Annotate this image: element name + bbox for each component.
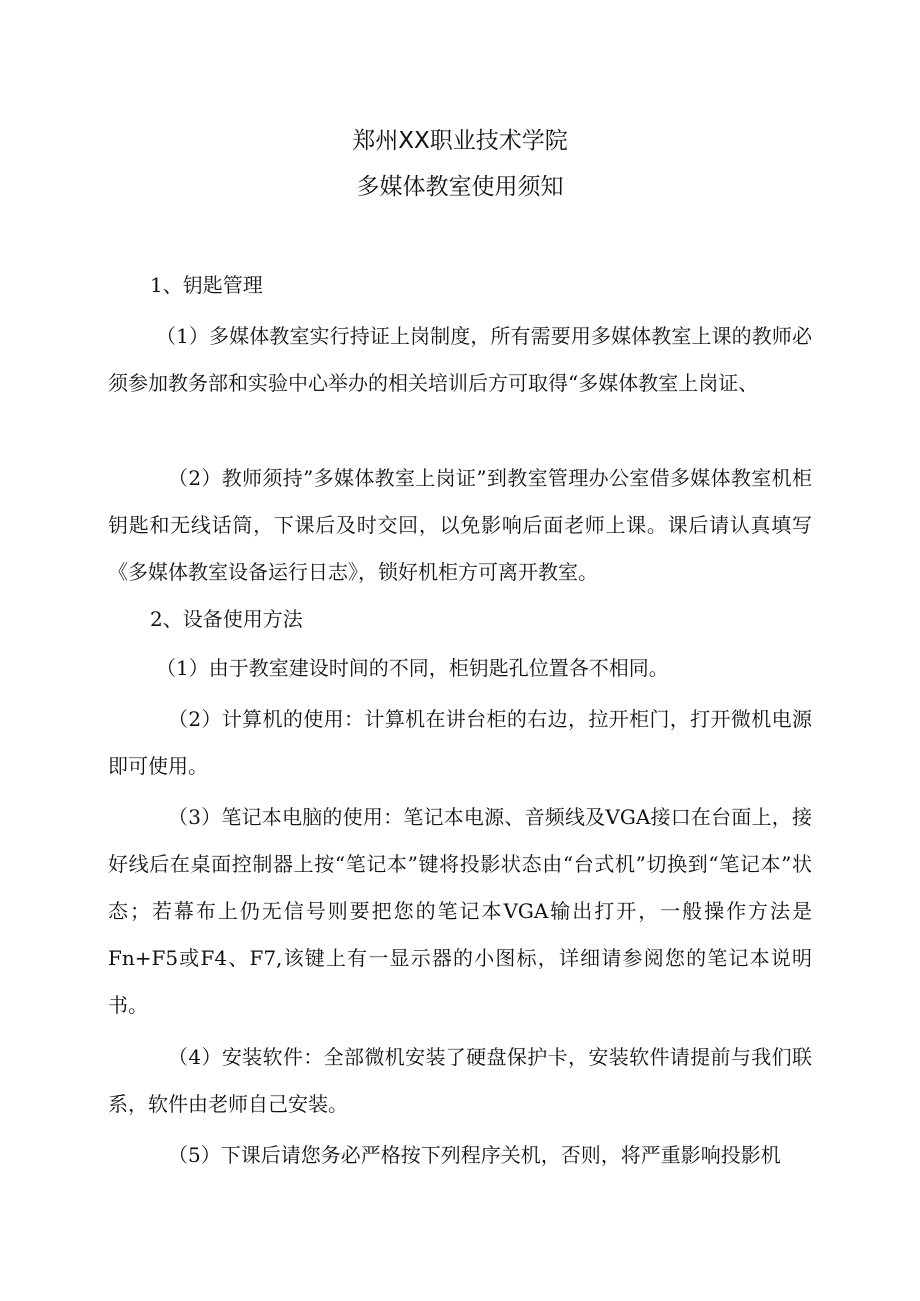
paragraph-equipment-3: （3）笔记本电脑的使用：笔记本电源、音频线及VGA接口在台面上，接好线后在桌面控制器上按“笔记本”键将投影状态由“台式机”切换到“笔记本”状态；若幕布上仍无信号则要把您的笔记本VGA输出打开，一般操作方法是Fn+F5或F4、F7,该键上有一显示器的小图标，详细请参阅您的笔记本说明书。 [108, 805, 812, 1017]
paragraph-key-1: （1）多媒体教室实行持证上岗制度，所有需要用多媒体教室上课的教师必须参加教务部和实验中心举办的相关培训后方可取得“多媒体教室上岗证、 [108, 324, 812, 395]
document-title-notice: 多媒体教室使用须知 [356, 174, 564, 200]
section-heading-equipment-usage: 2、设备使用方法 [150, 607, 303, 631]
paragraph-equipment-1: （1）由于教室建设时间的不同，柜钥匙孔位置各不相同。 [156, 656, 669, 680]
document-title-institution: 郑州XX职业技术学院 [352, 128, 568, 154]
paragraph-equipment-4: （4）安装软件：全部微机安装了硬盘保护卡，安装软件请提前与我们联系，软件由老师自己安装。 [108, 1045, 812, 1116]
paragraph-equipment-5: （5）下课后请您务必严格按下列程序关机，否则，将严重影响投影机 [168, 1143, 781, 1167]
section-heading-key-management: 1、钥匙管理 [150, 273, 263, 297]
paragraph-key-2: （2）教师须持”多媒体教室上岗证”到教室管理办公室借多媒体教室机柜钥匙和无线话筒，下课后及时交回，以免影响后面老师上课。课后请认真填写《多媒体教室设备运行日志》，锁好机柜方可离开教室。 [108, 466, 812, 584]
paragraph-equipment-2: （2）计算机的使用：计算机在讲台柜的右边，拉开柜门，打开微机电源即可使用。 [108, 707, 812, 778]
